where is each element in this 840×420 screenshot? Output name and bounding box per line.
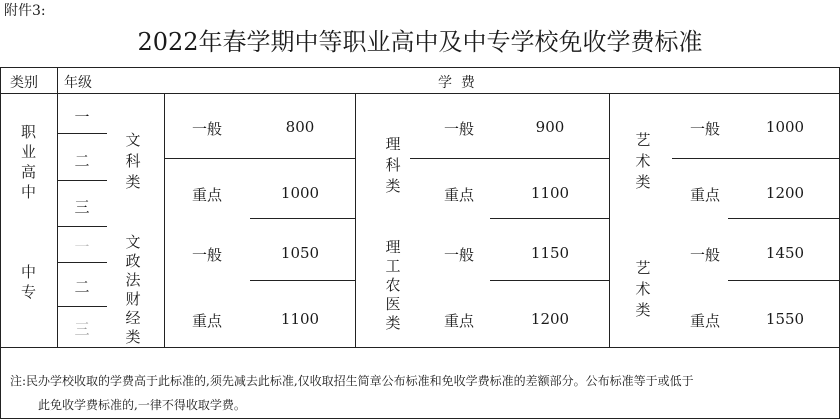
level-label: 一般: [191, 246, 222, 264]
header-category: 类别: [10, 75, 38, 91]
grade-label: 一: [74, 238, 90, 256]
fee-value: 1050: [280, 244, 320, 262]
fee-value: 1550: [765, 310, 805, 328]
level-label: 一般: [443, 246, 474, 264]
fee-value: 800: [285, 118, 315, 136]
fee-value: 900: [535, 118, 565, 136]
group-name: 艺 术 类: [635, 131, 651, 191]
group-name: 艺 术 类: [635, 259, 651, 319]
level-label: 重点: [689, 186, 720, 204]
footnote: 此免收学费标准的,一律不得收取学费。: [38, 398, 246, 412]
level-label: 重点: [191, 312, 222, 330]
grade-label: 二: [74, 278, 90, 296]
fee-value: 1100: [530, 184, 570, 202]
fee-value: 1150: [530, 244, 570, 262]
level-label: 一般: [689, 246, 720, 264]
level-label: 一般: [689, 120, 720, 138]
header-tuition: 学 费: [438, 75, 475, 91]
grade-label: 二: [74, 152, 90, 170]
group-name: 理 工 农 医 类: [385, 238, 401, 332]
level-label: 重点: [443, 312, 474, 330]
school-type-label: 职 业 高 中 中 专: [20, 123, 36, 301]
level-label: 重点: [443, 186, 474, 204]
group-name: 理 科 类: [385, 135, 401, 195]
attachment-label: 附件3:: [4, 3, 46, 19]
level-label: 一般: [191, 120, 222, 138]
fee-value: 1000: [765, 118, 805, 136]
grade-label: 三: [74, 198, 90, 216]
level-label: 重点: [689, 312, 720, 330]
fee-value: 1200: [530, 310, 570, 328]
footnote: 注:民办学校收取的学费高于此标准的,须先减去此标准,仅收取招生简章公布标准和免收学费标准的差额部分。公布标准等于或低于: [10, 374, 694, 388]
grade-label: 一: [74, 108, 90, 126]
fee-value: 1100: [280, 310, 320, 328]
level-label: 一般: [443, 120, 474, 138]
group-name: 文 政 法 财 经 类: [125, 233, 141, 346]
level-label: 重点: [191, 186, 222, 204]
fee-value: 1000: [280, 184, 320, 202]
grade-label: 三: [74, 320, 90, 338]
header-grade: 年级: [64, 75, 92, 91]
page-title: 2022年春学期中等职业高中及中专学校免收学费标准: [137, 28, 703, 56]
fee-value: 1450: [765, 244, 805, 262]
group-name: 文 科 类: [125, 131, 141, 191]
fee-value: 1200: [765, 184, 805, 202]
